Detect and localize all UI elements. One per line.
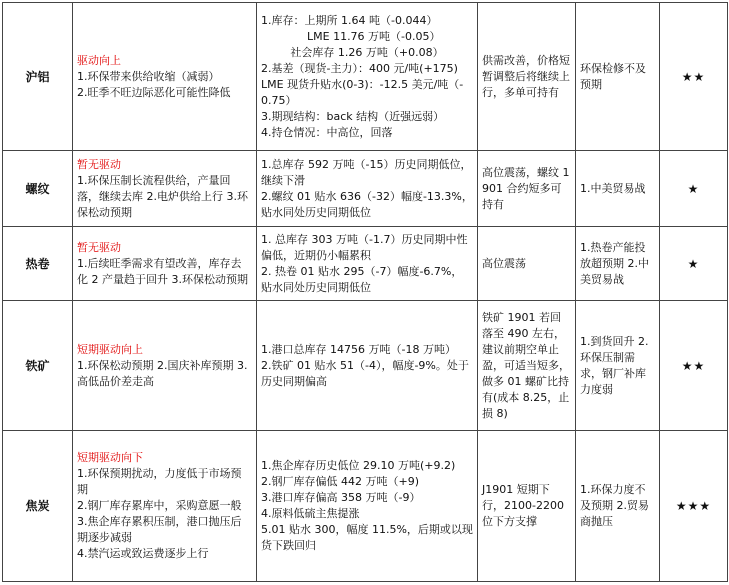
driver-title: 暂无驱动 [77,240,121,254]
data-line: 1.库存：上期所 1.64 吨（-0.044） [261,13,438,27]
data-line: 1.港口总库存 14756 万吨（-18 万吨） [261,342,456,356]
data-cell [257,227,478,301]
driver-line: 1.环保压制长流程供给，产量回落，继续去库 2.电炉供给上行 3.环保松动预期 [77,173,248,219]
data-line: 2.钢厂库存偏低 442 万吨（+9) [261,475,419,488]
strategy-cell: 高位震荡 [478,227,576,301]
risk-cell: 1.热卷产能投放超预期 2.中美贸易战 [576,227,660,301]
driver-line: 1.后续旺季需求有望改善，库存去化 2 产量趋于回升 3.环保松动预期 [77,256,248,286]
commodity-name: 铁矿 [3,301,73,431]
commodity-name: 焦炭 [3,431,73,582]
commodity-name: 沪铝 [3,3,73,151]
data-cell [257,301,478,431]
data-line: LME 现货升贴水(0-3)：-12.5 美元/吨（-0.75） [261,77,464,107]
rating-stars: ★★ [660,301,728,431]
driver-title: 短期驱动向下 [77,451,143,464]
data-line: 3.港口库存偏高 358 万吨（-9） [261,491,421,504]
driver-title: 短期驱动向上 [77,342,143,356]
strategy-cell: 高位震荡，螺纹 1901 合约短多可持有 [478,151,576,227]
driver-line: 4.禁汽运或致运费逐步上行 [77,547,209,560]
data-cell [257,431,478,582]
strategy-cell: 铁矿 1901 若回落至 490 左右，建议前期空单止盈，可适当短多，做多 01 螺矿比持有(成本 8.25，止损 8) [478,301,576,431]
data-line: 2.螺纹 01 贴水 636（-32）幅度-13.3%，贴水同处历史同期低位 [261,189,473,219]
data-line: 社会库存 1.26 万吨（+0.08） [290,45,444,59]
data-cell [257,151,478,227]
driver-cell [73,227,257,301]
driver-cell [73,151,257,227]
risk-cell: 1.到货回升 2.环保压制需求，钢厂补库力度弱 [576,301,660,431]
driver-line: 2.旺季不旺边际恶化可能性降低 [77,85,231,99]
data-line: 4.持仓情况：中高位，回落 [261,125,393,139]
driver-cell [73,3,257,151]
futures-strategy-table [2,2,728,582]
data-line: 5.01 贴水 300，幅度 11.5%，后期或以现货下跌回归 [261,523,473,552]
risk-cell: 1.环保力度不及预期 2.贸易商抛压 [576,431,660,582]
driver-line: 1.环保预期扰动，力度低于市场预期 [77,467,242,496]
rating-stars: ★★ [660,3,728,151]
rating-stars: ★ [660,151,728,227]
data-line: LME 11.76 万吨（-0.05） [307,29,441,43]
commodity-name: 热卷 [3,227,73,301]
risk-cell: 环保检修不及预期 [576,3,660,151]
strategy-cell: 供需改善，价格短暂调整后将继续上行，多单可持有 [478,3,576,151]
table-row [3,431,728,582]
driver-cell [73,431,257,582]
data-line: 1. 总库存 303 万吨（-1.7）历史同期中性偏低，近期仍小幅累积 [261,232,468,262]
data-cell [257,3,478,151]
driver-title: 驱动向上 [77,53,121,67]
risk-cell: 1.中美贸易战 [576,151,660,227]
data-line: 2.基差（现货-主力）：400 元/吨(+175) [261,61,458,75]
driver-line: 1.环保松动预期 2.国庆补库预期 3.高低品价差走高 [77,358,248,388]
data-line: 4.原料低硫主焦提涨 [261,507,360,520]
driver-line: 3.焦企库存累积压制，港口抛压后期逐步减弱 [77,515,242,544]
driver-line: 1.环保带来供给收缩（减弱） [77,69,220,83]
table-row [3,151,728,227]
driver-line: 2.钢厂库存累库中，采购意愿一般 [77,499,242,512]
rating-stars: ★★★ [660,431,728,582]
data-line: 2.铁矿 01 贴水 51（-4），幅度-9%。处于历史同期偏高 [261,358,469,388]
data-line: 2. 热卷 01 贴水 295（-7）幅度-6.7%，贴水同处历史同期低位 [261,264,463,294]
data-line: 3.期现结构：back 结构（近强远弱） [261,109,445,123]
data-line: 1.焦企库存历史低位 29.10 万吨(+9.2) [261,459,456,472]
rating-stars: ★ [660,227,728,301]
strategy-cell: J1901 短期下行，2100-2200 位下方支撑 [478,431,576,582]
driver-title: 暂无驱动 [77,157,121,171]
table-row [3,227,728,301]
commodity-name: 螺纹 [3,151,73,227]
table-row [3,3,728,151]
data-line: 1.总库存 592 万吨（-15）历史同期低位，继续下滑 [261,157,472,187]
driver-cell [73,301,257,431]
table-row [3,301,728,431]
